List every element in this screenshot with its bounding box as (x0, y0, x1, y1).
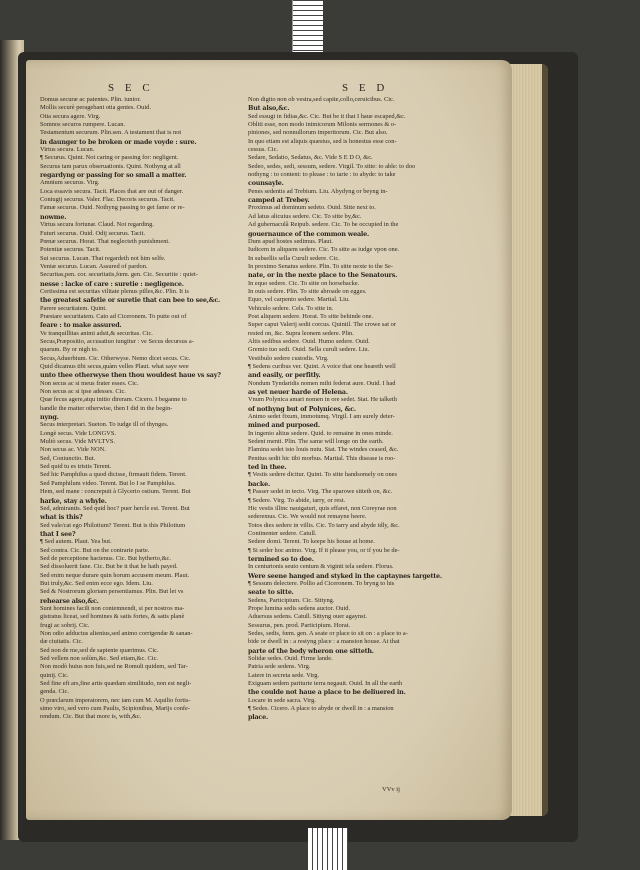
entry-line: as yet neuer harde of Helena. (248, 388, 348, 397)
entry-line: Sui securus. Lucan. That regardeth not him selfe. (40, 254, 166, 262)
entry-line: Mollis securè peragebant otia gentes. Ouid. (40, 104, 151, 112)
dictionary-page (26, 60, 512, 820)
entry-line: ¶ Sessum delectere. Pollio ad Ciceronem. To bryng to his (248, 579, 395, 587)
entry-line: But truly,&c. Sed enim ecce ego. Idem. Liu. (40, 579, 153, 587)
entry-line: Sed quid tu es tristis Terent. (40, 463, 112, 471)
entry-line: Sunt homines facili non contemnendi, si per nostros ma- (40, 604, 185, 612)
entry-line: what is this? (40, 513, 83, 522)
entry-line: Non modò huius non fuis,sed ne Romuli quidem, sed Tar- (40, 663, 188, 671)
entry-line: Animo sedet fixum, immotumq. Virgil. I am surely deter- (248, 413, 395, 421)
entry-line: Altis sedibus sedere. Ouid. Humo sedere. Ouid. (248, 337, 370, 345)
entry-line: Veniæ securus. Lucan. Assured of pardon. (40, 262, 148, 270)
entry-line: Obliti esse, non modo inimicorum Milonis sermones & o- (248, 121, 397, 129)
entry-line: Sedes, sedis, fœm. gen. A seate or place to sit on : a place to a- (248, 630, 408, 637)
entry-line: Patria sede sedens. Virg. (248, 663, 311, 671)
entry-line: In equo sedere. Cic. To sitte on horsebacke. (248, 279, 360, 287)
entry-line: feare : to make assured. (40, 321, 122, 330)
page-fore-edge (510, 64, 548, 816)
entry-line: Dum apud hostes sedimus. Plaut. (248, 237, 333, 245)
entry-line: In ingenio altius sedere. Quid. to remaine in ones minde. (248, 429, 393, 437)
entry-line: ¶ Sedes. Cicero. A place to abyde or dwell in : a mansion (248, 705, 394, 713)
entry-line: camped at Trebey. (248, 196, 310, 205)
entry-line: Pœnæ securus. Horat. That neglecteth punishment. (40, 237, 170, 245)
entry-line: regardyng or passing for so small a matter. (40, 171, 187, 180)
entry-line: Continenter sedere. Catull. (248, 529, 317, 537)
entry-line: Non digito non ob vestra,sed capite,collo,ceruicibus. Cic. (248, 96, 395, 103)
entry-line: Sed vellem non solùm,&c. Sed etiam,&c. Cic. (40, 655, 159, 663)
entry-line: ¶ Sedere. Virg. To abide, tarry, or rest. (248, 496, 346, 504)
entry-line: Prope lumina sedis sedens auctor. Ouid. (248, 604, 351, 612)
entry-line: the coulde not haue a place to be deliuered in. (248, 688, 406, 697)
entry-line: Otia secura agere. Virg. (40, 112, 101, 120)
entry-line: quarum. By or nigh to. (40, 346, 99, 354)
entry-line: Sed de perceptione hactenus. Cic. But hytherto,&c. (40, 554, 171, 562)
entry-line: Coniugij securus. Valer. Flac. Decoris securus. Tacit. (40, 196, 175, 204)
entry-line: nowme. (40, 212, 67, 221)
entry-line: sederemus. Cic. We would not remayne heere. (248, 513, 367, 521)
entry-line: rested on, &c. Supra leonem sedere. Plin. (248, 329, 354, 337)
entry-line: Famæ securus. Ouid. Nothyng passing to get fame or re- (40, 204, 185, 212)
entry-line: Latere in secreta sede. Virg. (248, 671, 320, 679)
entry-line: Sed, admirantis. Sed quid hoc? puer hercle est. Terent. But (40, 504, 190, 512)
entry-line: Penitus sedit hic tibi morbus. Martial. This disease is roo- (248, 454, 396, 462)
entry-line: Iudicem in aliquem sedere. Cic. To sitte as iudge vpon one. (248, 246, 400, 254)
entry-line: Were seene hanged and styked in the captaynes targette. (248, 571, 442, 580)
entry-line: ¶ Vestis sedere dicitur. Quint. To sitte handsomely on ones (248, 471, 398, 479)
entry-line: Sed Pamphilum video. Terent. But lo I se Pamphilus. (40, 479, 176, 487)
entry-line: Amnium securus. Virg. (40, 179, 100, 187)
entry-line: Ad gubernaculâ Reipub. sedere. Cic. To be occupied in the (248, 221, 399, 229)
entry-line: Non secus ac. Vide NON. (40, 446, 106, 454)
entry-line: In centurionis seuto centum & viginti tela sedere. Florus. (248, 563, 394, 571)
entry-line: Non secus ac si meus frater esses. Cic. (40, 379, 139, 387)
entry-line: Sedare, Sedatio, Sedatus, &c. Vide S E D O, &c. (248, 154, 373, 162)
entry-line: ¶ Sedens curibus ver. Quint. A voice that one heareth well (248, 363, 396, 370)
entry-line: handle the matter otherwise, then I did in the begin- (40, 404, 173, 412)
entry-line: nyng. (40, 413, 59, 422)
entry-line: ¶ Securus. Quint. Not caring or passing for: negligent. (40, 154, 179, 162)
entry-line: Non odio adductus alienius,sed animo corrigendæ & sanan- (40, 630, 193, 637)
entry-line: In quo etiam est aliquis quæstus, sed is honestus esse con- (248, 137, 397, 145)
entry-line: Testamentum securum. Plin.sen. A testament that is not (40, 129, 182, 137)
entry-line: Securus tam parux obseruationis. Quint. Nothyng at all (40, 162, 181, 170)
entry-line: mined and purposed. (248, 421, 320, 430)
entry-line: quinij. Cic. (40, 671, 69, 679)
entry-line: Solidæ sedes. Ouid. Firme lande. (248, 655, 333, 663)
entry-line: Sedere domi. Terent. To keepe his house at home. (248, 538, 375, 546)
entry-line: Quid dicamus tibi secus,quàm velles Plaut. what saye wee (40, 363, 189, 370)
entry-line: Nondum Tyndaridis nomen mihi federat aure. Ouid. I had (248, 379, 396, 387)
entry-line: Virtus secura. Lucan. (40, 146, 95, 154)
entry-line: Sed hic Pamphilus a quod dicisse, firmauit fidem. Terent. (40, 471, 187, 479)
signature-mark: VVv ij (382, 786, 400, 793)
entry-line: Potentiæ securus. Tacit. (40, 246, 101, 254)
entry-line: unto thee otherwyse then thou wouldest haue vs say? (40, 371, 221, 380)
entry-line: Proximus ad dominum sedeto. Ouid. Sitte next to. (248, 204, 376, 212)
entry-line: Vestibulo sedere custodis. Virg. (248, 354, 329, 362)
entry-line: gouernaunce of the common weale. (248, 229, 370, 238)
entry-line: the greatest safetie or suretie that can bee to see,&c. (40, 296, 221, 305)
entry-line: Loca essavis secura. Tacit. Places that are out of danger. (40, 187, 184, 195)
entry-line: Sed vale/cat ego Philotium? Terent. But is this Philotium (40, 521, 186, 529)
entry-line: backe. (248, 479, 271, 488)
entry-line: Parere securitatem. Quint. (40, 304, 107, 312)
entry-line: Post aliquem sedere. Horat. To sitte behinde one. (248, 312, 374, 320)
entry-line: parte of the body wheron one sitteth. (248, 646, 374, 655)
entry-line: Locare in sede sacra. Virg. (248, 696, 316, 704)
scale-ruler-bottom (308, 828, 348, 870)
entry-line: Sedens, Participium. Cic. Sittyng. (248, 596, 335, 604)
entry-line: Sed dissoluerit fane. Cic. But be it that he hath payed. (40, 563, 178, 571)
entry-line: Totos dies sedere in villis. Cic. To tarry and abyde idly, &c. (248, 521, 400, 529)
entry-line: In ouis sedere. Plin. To sitte abroade on egges. (248, 287, 367, 295)
entry-line: in daunger to be broken or made voyde : sure. (40, 137, 197, 146)
entry-line: Domus securæ ac patentes. Plin. iunior. (40, 96, 141, 103)
entry-line: nate, or in the nexte place to the Senatours. (248, 271, 398, 280)
entry-line: Equo, vel carpento sedere. Martial. Liu. (248, 296, 350, 304)
entry-line: bide or dwell in : a restyng place : a mansion house. At that (248, 638, 400, 646)
entry-line: Sed contra. Cic. But on the contrarie parte. (40, 546, 150, 554)
entry-line: In subsellis sella Curuli sedere. Cic. (248, 254, 340, 262)
entry-line: Vehiculo sedere. Cels. To sitte in. (248, 304, 334, 312)
entry-line: Gremio tuo sedi. Ouid. Sella curuli sedere. Liu. (248, 346, 370, 354)
entry-line: ted in thee. (248, 463, 287, 472)
entry-line: simo viro, sed vero cum Paulis, Scipionibus, Marijs confe- (40, 705, 190, 713)
entry-line: ¶ Passer sedet in tecto. Virg. The sparowe sitteth on, &c. (248, 488, 393, 496)
entry-line: Penes sedentis ad Trebium. Liu. Abydyng or beyng in- (248, 187, 388, 195)
running-header-right: S E D (342, 82, 389, 94)
entry-line: Multò secus. Vide MVLTVS. (40, 438, 116, 446)
entry-line: Sed, Coniunctio. But. (40, 454, 96, 462)
entry-line: harke, stay a whyle. (40, 496, 107, 505)
entry-line: rehearse also,&c. (40, 596, 99, 605)
entry-line: frugi ac sobrij. Cic. (40, 621, 90, 629)
scale-ruler-top (292, 0, 323, 55)
entry-line: But also,&c. (248, 104, 290, 113)
entry-line: Sed essugi in fidias,&c. Cic. But be it that I haue escaped,&c. (248, 112, 406, 120)
entry-line: that I see? (40, 529, 76, 538)
entry-line: ¶ Sed autem. Plaut. Yea but. (40, 538, 112, 546)
entry-line: Sessurus, pen. prod. Participium. Horat. (248, 621, 351, 629)
entry-line: Sed fine eft ars,fine artis quædam similitudo, non est negli- (40, 680, 192, 688)
entry-line: Sed non de me,sed de sapiente quærimus. Cic. (40, 646, 159, 654)
entry-line: counsayle. (248, 179, 284, 188)
entry-line: gistratus liceat, sed homines & satis fortes, & satis planè (40, 613, 185, 621)
entry-line: Secus,Aduerbium. Cic. Otherwyse. Nemo dicet secus. Cic. (40, 354, 191, 362)
entry-line: Ad latus alicuius sedere. Cic. To sitte by,&c. (248, 212, 362, 220)
entry-line: Aduersus sedens. Catull. Sittyng ouer agaynst. (248, 613, 367, 621)
entry-line: Exiguam sedem pariturie terra negauit. Ouid. In all the earth (248, 680, 403, 688)
entry-line: of nothyng but of Polynices, &c. (248, 404, 356, 413)
entry-line: Hic vestis illinc nauigaturi, quis effaret, non Coreyrae non (248, 504, 397, 512)
entry-line: piniones, sed nonnullorum imperitorum. Cic. But also. (248, 129, 388, 137)
entry-line: place. (248, 713, 269, 722)
entry-line: termined so to doe. (248, 554, 314, 563)
entry-line: rendum. Cic. But that more is, with,&c. (40, 713, 142, 721)
running-header-left: S E C (108, 82, 154, 94)
entry-line: Certissima est securitas vilitate plenus pilles,&c. Plin. It is (40, 287, 189, 295)
entry-line: Securitas,pen. cor. securitatis,fœm. gen. Cic. Securitie : quiet- (40, 271, 198, 279)
entry-line: Hem, sed mane : concrepuit à Glycerio ostium. Terent. But (40, 488, 191, 496)
entry-line: ¶ Si seder hoc animo. Virg. If it please you, or if you be de- (248, 546, 400, 554)
entry-line: Virtus secura fortunæ. Claud. Not regarding. (40, 221, 154, 229)
entry-line: Ve tranquillitas animi adsit,& securitas. Cic. (40, 329, 153, 337)
entry-line: Præstare securitatem. Cato ad Ciceronem. To putte out of (40, 312, 187, 320)
entry-line: Sedeo, sedes, sedi, sessum, sedere. Virgil. To sitte: to able: to doo (248, 162, 416, 170)
entry-line: In proximo Senatus sedere. Plin. To sitte nexte to the Se- (248, 262, 393, 270)
entry-line: genda. Cic. (40, 688, 69, 696)
entry-line: dæ ciuitatis. Cic. (40, 638, 83, 646)
left-column (40, 96, 252, 722)
entry-line: Sed enim neque durare quin horum accusem meum. Plaut. (40, 571, 190, 579)
entry-line: Sed & Nostrorum gloriam persentiamus. Plin. But let vs (40, 588, 184, 596)
entry-line: Secus,Præpositio, accusatiuo iungitur : ve Secus decursus a- (40, 337, 194, 345)
entry-line: Futuri securus. Ouid. Odij securus. Tacit. (40, 229, 146, 237)
right-column (248, 96, 462, 722)
entry-line: nothyng : to content: to please : to tarie : to abyde: to take (248, 171, 396, 179)
entry-line: Flamina sedet isto louis nutu. Stat. The windes ceased, &c. (248, 446, 399, 454)
entry-line: and easily, or perfitly. (248, 371, 321, 380)
entry-line: Somnos securos rumpere. Lucan. (40, 121, 126, 129)
entry-line: nesse : lacke of care : suretie : negligence. (40, 279, 184, 288)
entry-line: Non secus ac si ipse adesses. Cic. (40, 388, 126, 396)
entry-line: Quæ fecus agere,atqu initio direram. Cicero. I beganne to (40, 396, 187, 404)
entry-line: Vnum Polynica amari nomen in ore sedet. Stat. He talketh (248, 396, 397, 404)
entry-line: Secus interpretari. Sueton. To iudge ill of thynges. (40, 421, 169, 429)
entry-line: Sedent menti. Plin. The same will longe on the earth. (248, 438, 384, 446)
entry-line: Super caput Valerij sedit corcus. Quintil. The crowe sat or (248, 321, 396, 329)
entry-line: O præclarum imperatorem, nec iam cum M. Aquilio fortis- (40, 696, 191, 704)
entry-line: Longè secus. Vide LONGVS. (40, 429, 116, 437)
entry-line: cessus. Cic. (248, 146, 278, 154)
entry-line: seate to sitte. (248, 588, 294, 597)
